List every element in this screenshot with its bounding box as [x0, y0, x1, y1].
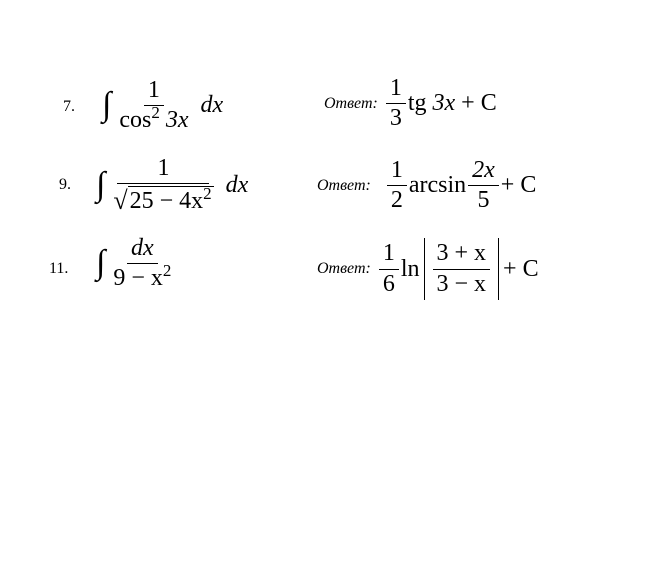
problem-number: 7. — [63, 98, 75, 115]
differential: dx — [200, 92, 224, 119]
integrand-fraction — [109, 156, 217, 216]
coefficient-fraction — [386, 76, 406, 131]
coef-denominator: 6 — [382, 270, 395, 297]
denominator-text: 9 − x — [113, 265, 163, 292]
integral-expression — [96, 156, 248, 216]
numerator: 1 — [117, 156, 209, 184]
coef-numerator: 1 — [386, 76, 406, 104]
answer-block — [317, 158, 536, 213]
problem-number: 9. — [59, 176, 71, 193]
integral-expression — [102, 78, 223, 133]
answer-block — [324, 76, 497, 131]
denominator — [109, 184, 217, 215]
argument: 3x — [165, 107, 189, 134]
integral-expression — [96, 236, 177, 291]
differential: dx — [225, 172, 249, 199]
function-name: arcsin — [408, 172, 467, 199]
arg-numerator: 2x — [468, 158, 499, 186]
numerator: dx — [127, 236, 158, 264]
coef-numerator: 1 — [379, 241, 399, 269]
coef-denominator: 3 — [389, 105, 402, 132]
argument-fraction — [468, 158, 499, 213]
function-argument: 3x — [432, 90, 456, 117]
constant-term: + C — [461, 90, 497, 117]
coefficient-fraction — [387, 158, 407, 213]
answer-block — [317, 238, 539, 300]
constant-term: + C — [500, 172, 537, 199]
answer-label: Ответ: — [317, 260, 371, 277]
integral-sign: ∫ — [96, 243, 106, 281]
power: 2 — [203, 184, 212, 204]
integral-sign: ∫ — [102, 85, 112, 123]
abs-fraction — [433, 241, 491, 296]
coefficient-fraction — [379, 241, 399, 296]
abs-denominator: 3 − x — [436, 270, 487, 297]
absolute-value — [424, 238, 500, 300]
coef-numerator: 1 — [387, 158, 407, 186]
answer-label: Ответ: — [324, 94, 378, 112]
radicand-text: 25 − 4x — [129, 188, 204, 215]
function-name: ln — [400, 255, 420, 282]
power: 2 — [151, 103, 160, 123]
radicand — [128, 186, 214, 214]
cos-function: cos — [119, 107, 152, 134]
answer-label: Ответ: — [317, 176, 371, 194]
denominator — [109, 261, 175, 292]
integral-sign: ∫ — [96, 165, 106, 203]
square-root — [113, 186, 213, 214]
constant-term: + C — [503, 255, 539, 282]
integrand-fraction — [115, 78, 192, 133]
power: 2 — [162, 261, 172, 281]
radical-sign: √ — [113, 186, 128, 216]
arg-denominator: 5 — [477, 187, 490, 214]
function-name: tg — [407, 90, 427, 117]
denominator — [115, 103, 192, 134]
numerator: 1 — [144, 78, 164, 106]
integrand-fraction — [109, 236, 175, 291]
problem-number: 11. — [49, 260, 69, 277]
abs-numerator: 3 + x — [433, 241, 491, 269]
coef-denominator: 2 — [390, 187, 403, 214]
